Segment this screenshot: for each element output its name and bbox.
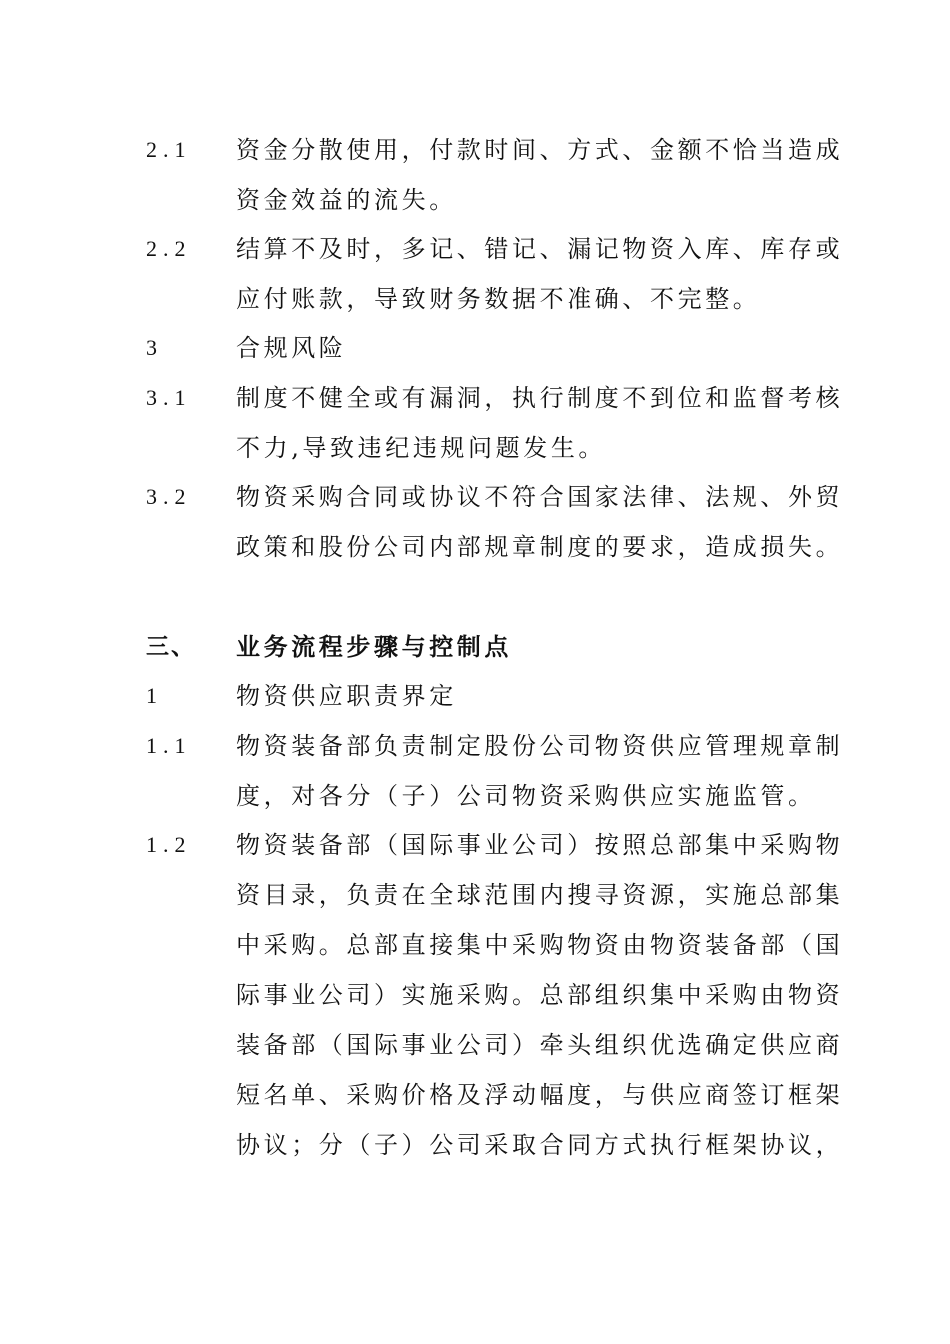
- text-line: 资目录，负责在全球范围内搜寻资源，实施总部集: [236, 881, 844, 909]
- text-line: 际事业公司）实施采购。总部组织集中采购由物资: [236, 981, 844, 1009]
- item-text: [236, 671, 806, 721]
- item-number: 3: [146, 335, 163, 360]
- text-line: 结算不及时，多记、错记、漏记物资入库、库存或: [236, 235, 844, 263]
- item-number: 2.1: [146, 137, 192, 162]
- section-title-text: 业务流程步骤与控制点: [236, 632, 512, 661]
- item-text: [236, 721, 844, 821]
- item-text: [236, 125, 844, 225]
- text-line: 应付账款，导致财务数据不准确、不完整。: [236, 285, 761, 313]
- text-line: 资金效益的流失。: [236, 186, 457, 214]
- text-line: 资金分散使用，付款时间、方式、金额不恰当造成: [236, 136, 844, 164]
- item-text: [236, 323, 806, 373]
- text-line: 装备部（国际事业公司）牵头组织优选确定供应商: [236, 1031, 844, 1059]
- item-number: 3.2: [146, 484, 192, 509]
- item-number: 1.2: [146, 832, 192, 857]
- text-line: 物资采购合同或协议不符合国家法律、法规、外贸: [236, 483, 844, 511]
- text-line: 中采购。总部直接集中采购物资由物资装备部（国: [236, 931, 844, 959]
- text-line: 物资装备部（国际事业公司）按照总部集中采购物: [236, 831, 844, 859]
- item-number: 1: [146, 683, 163, 708]
- item-text: [236, 373, 844, 473]
- text-line: 政策和股份公司内部规章制度的要求，造成损失。: [236, 533, 844, 561]
- item-text: [236, 224, 844, 324]
- item-number: 3.1: [146, 385, 192, 410]
- item-number: 1.1: [146, 733, 192, 758]
- section-number: 三、: [146, 633, 196, 660]
- text-line: 物资装备部负责制定股份公司物资供应管理规章制: [236, 732, 844, 760]
- item-text: [236, 472, 844, 572]
- item-number: 2.2: [146, 236, 192, 261]
- text-line: 短名单、采购价格及浮动幅度，与供应商签订框架: [236, 1081, 844, 1109]
- text-line: 协议；分（子）公司采取合同方式执行框架协议，: [236, 1131, 844, 1159]
- text-line: 合规风险: [236, 334, 347, 362]
- section-title: [236, 622, 806, 672]
- item-text: [236, 820, 844, 1170]
- text-line: 物资供应职责界定: [236, 682, 457, 710]
- text-line: 不力,导致违纪违规问题发生。: [236, 434, 607, 462]
- text-line: 度，对各分（子）公司物资采购供应实施监管。: [236, 782, 816, 810]
- text-line: 制度不健全或有漏洞，执行制度不到位和监督考核: [236, 384, 844, 412]
